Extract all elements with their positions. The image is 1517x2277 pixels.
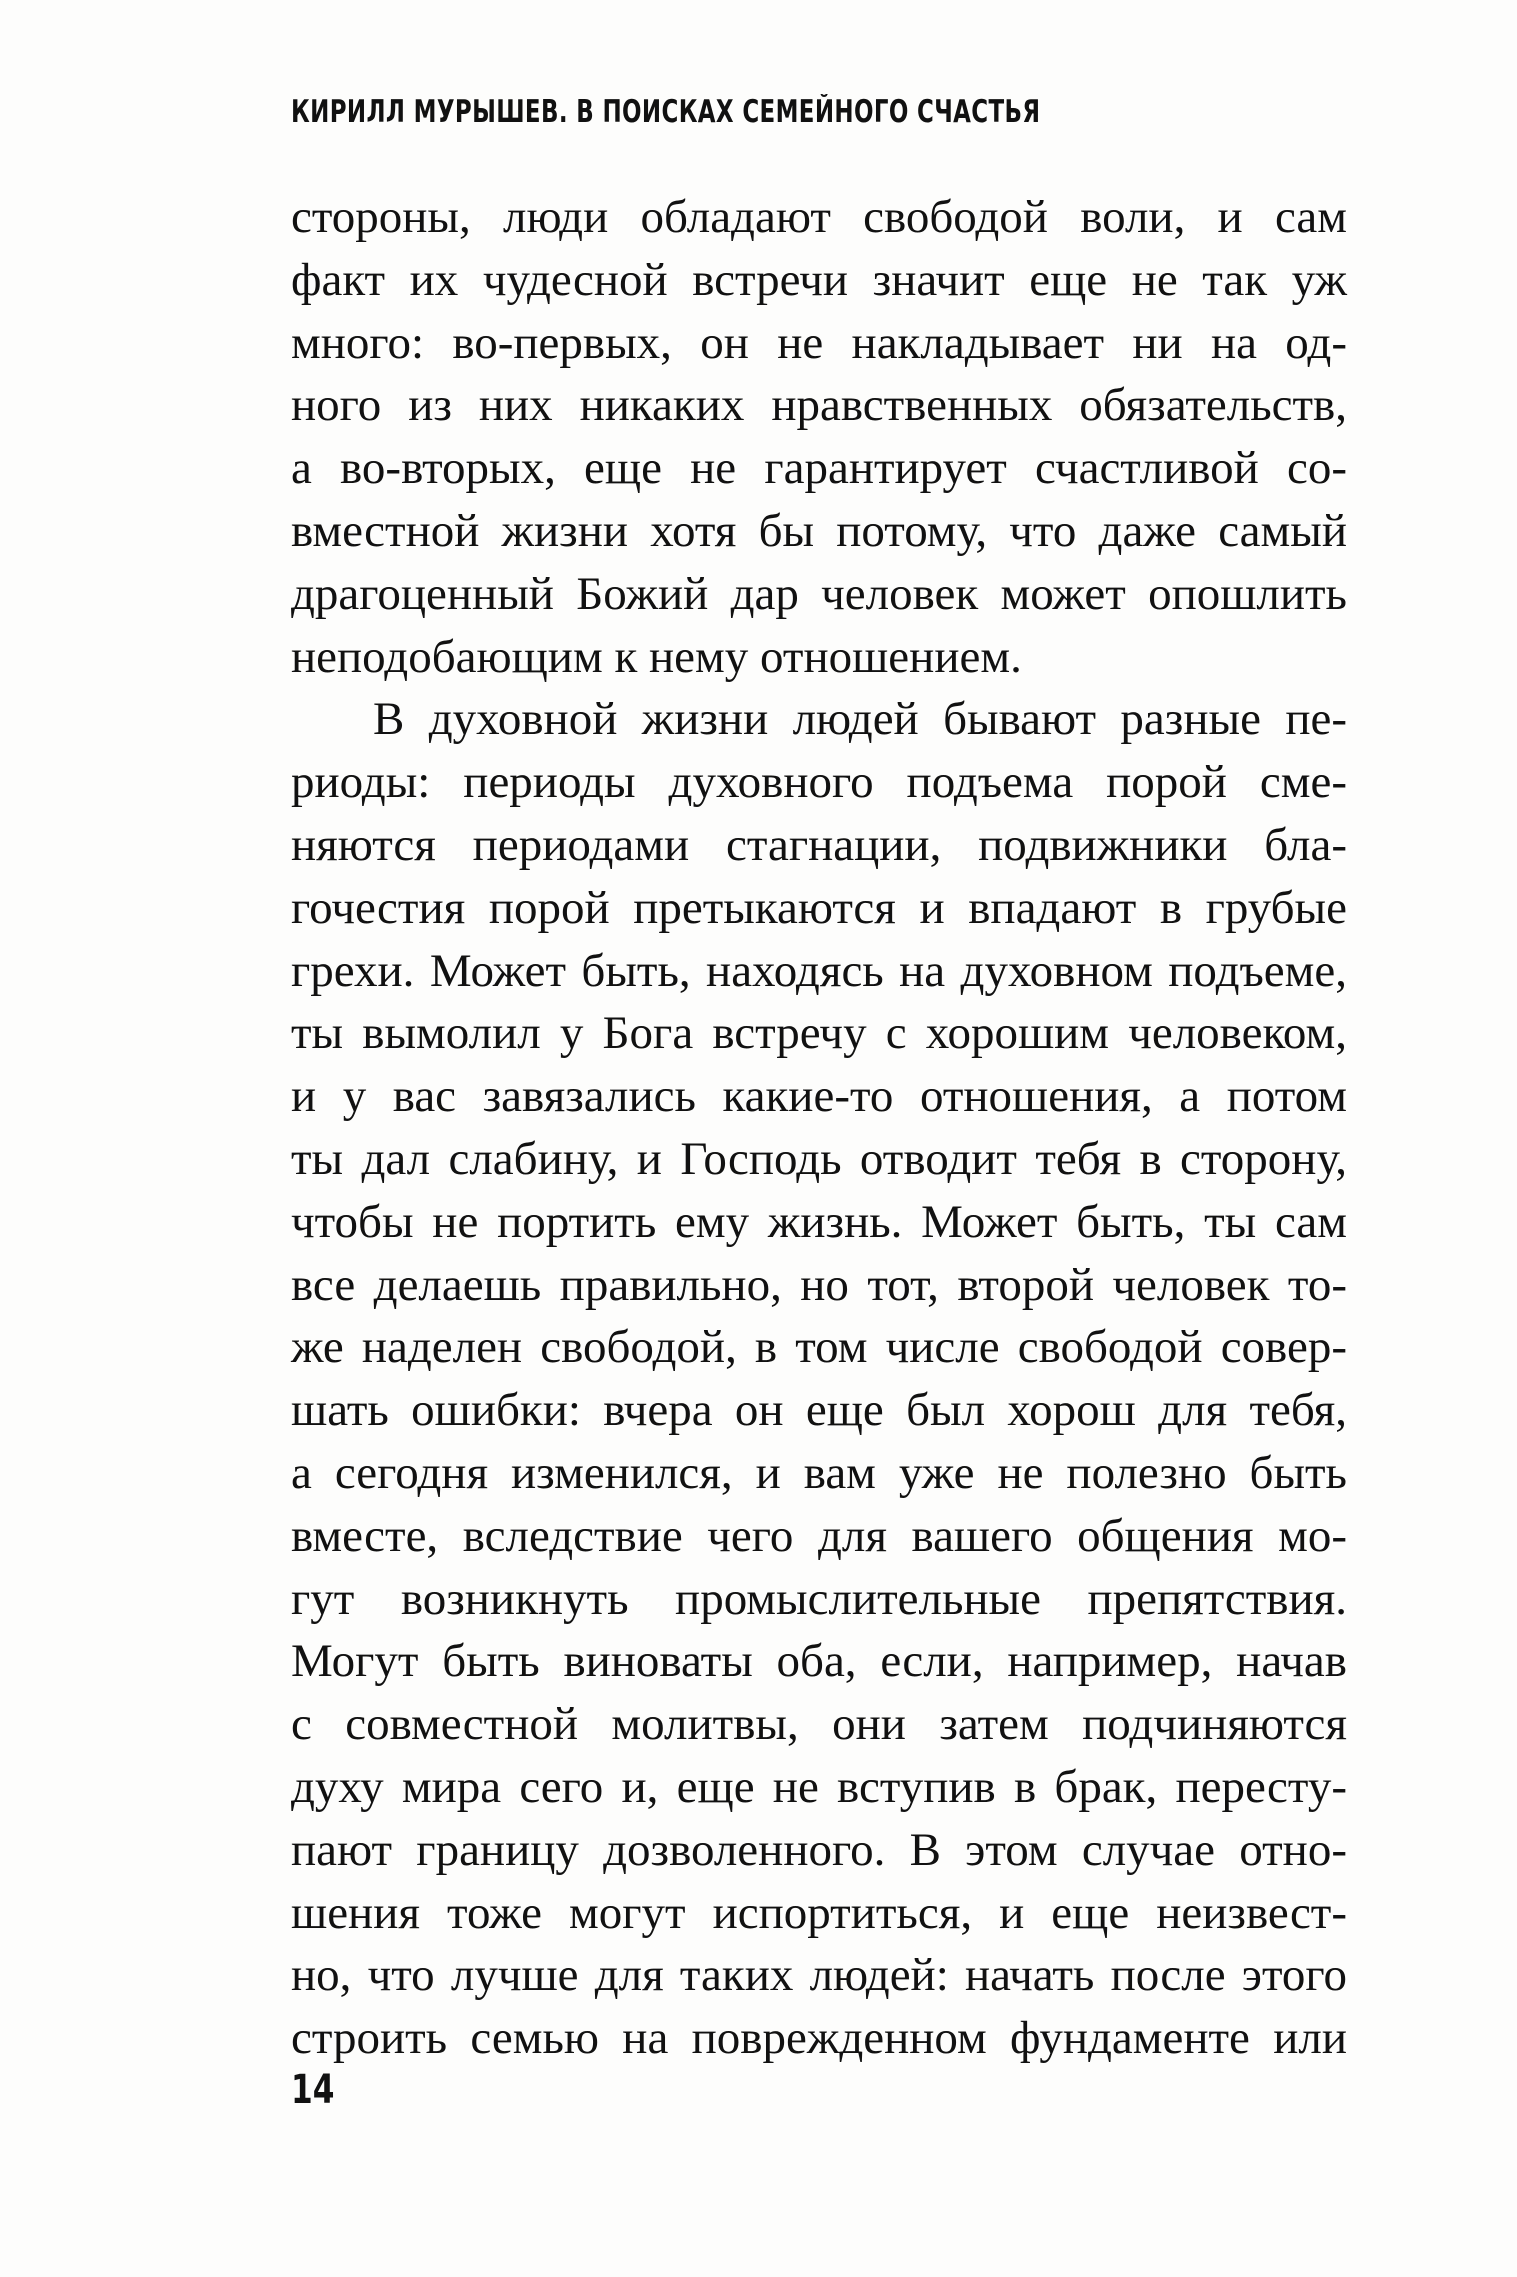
- text-line: грехи. Может быть, находясь на духовном подъеме,: [291, 944, 1347, 997]
- text-line: В духовной жизни людей бывают разные пе-: [373, 693, 1347, 746]
- text-line: пают границу дозволенного. В этом случае отно-: [291, 1823, 1347, 1876]
- text-line: шать ошибки: вчера он еще был хорош для тебя,: [291, 1384, 1347, 1437]
- text-line: же наделен свободой, в том числе свободой совер-: [291, 1321, 1347, 1374]
- text-line: стороны, люди обладают свободой воли, и сам: [291, 191, 1347, 243]
- paragraph-1: [291, 186, 1347, 688]
- text-line: строить семью на поврежденном фундаменте или: [291, 2012, 1347, 2065]
- text-line: вместе, вследствие чего для вашего общения мо-: [291, 1509, 1347, 1562]
- text-line: факт их чудесной встречи значит еще не так уж: [291, 253, 1347, 306]
- text-line: все делаешь правильно, но тот, второй человек то-: [291, 1258, 1347, 1311]
- text-line: гочестия порой претыкаются и впадают в грубые: [291, 881, 1347, 934]
- text-line: риоды: периоды духовного подъема порой сме-: [291, 756, 1347, 809]
- text-line: няются периодами стагнации, подвижники бла-: [291, 818, 1347, 871]
- text-line: а во-вторых, еще не гарантирует счастливой со-: [291, 442, 1347, 495]
- text-line: ты дал слабину, и Господь отводит тебя в сторону,: [291, 1132, 1347, 1185]
- text-line: но, что лучше для таких людей: начать после этого: [291, 1949, 1347, 2002]
- text-line: Могут быть виноваты оба, если, например, начав: [291, 1635, 1347, 1688]
- page-number: 14: [291, 2067, 335, 2113]
- text-line: вместной жизни хотя бы потому, что даже самый: [291, 504, 1347, 557]
- text-line: и у вас завязались какие-то отношения, а потом: [291, 1070, 1347, 1123]
- text-line: неподобающим к нему отношением.: [291, 630, 1022, 683]
- text-line: духу мира сего и, еще не вступив в брак, пересту-: [291, 1760, 1347, 1813]
- text-line: а сегодня изменился, и вам уже не полезно быть: [291, 1446, 1347, 1499]
- body-text: [291, 186, 1347, 2070]
- text-line: гут возникнуть промыслительные препятствия.: [291, 1572, 1347, 1625]
- text-line: чтобы не портить ему жизнь. Может быть, ты сам: [291, 1195, 1347, 1248]
- text-line: драгоценный Божий дар человек может опошлить: [291, 567, 1347, 620]
- text-line: с совместной молитвы, они затем подчиняются: [291, 1698, 1347, 1751]
- text-line: много: во-первых, он не накладывает ни на од-: [291, 316, 1347, 369]
- text-line: ного из них никаких нравственных обязательств,: [291, 379, 1347, 432]
- text-line: ты вымолил у Бога встречу с хорошим человеком,: [291, 1007, 1347, 1060]
- text-line: шения тоже могут испортиться, и еще неизвест-: [291, 1886, 1347, 1939]
- running-header: КИРИЛЛ МУРЫШЕВ. В ПОИСКАХ СЕМЕЙНОГО СЧАСТЬЯ: [291, 94, 1041, 130]
- paragraph-2: [291, 688, 1347, 2070]
